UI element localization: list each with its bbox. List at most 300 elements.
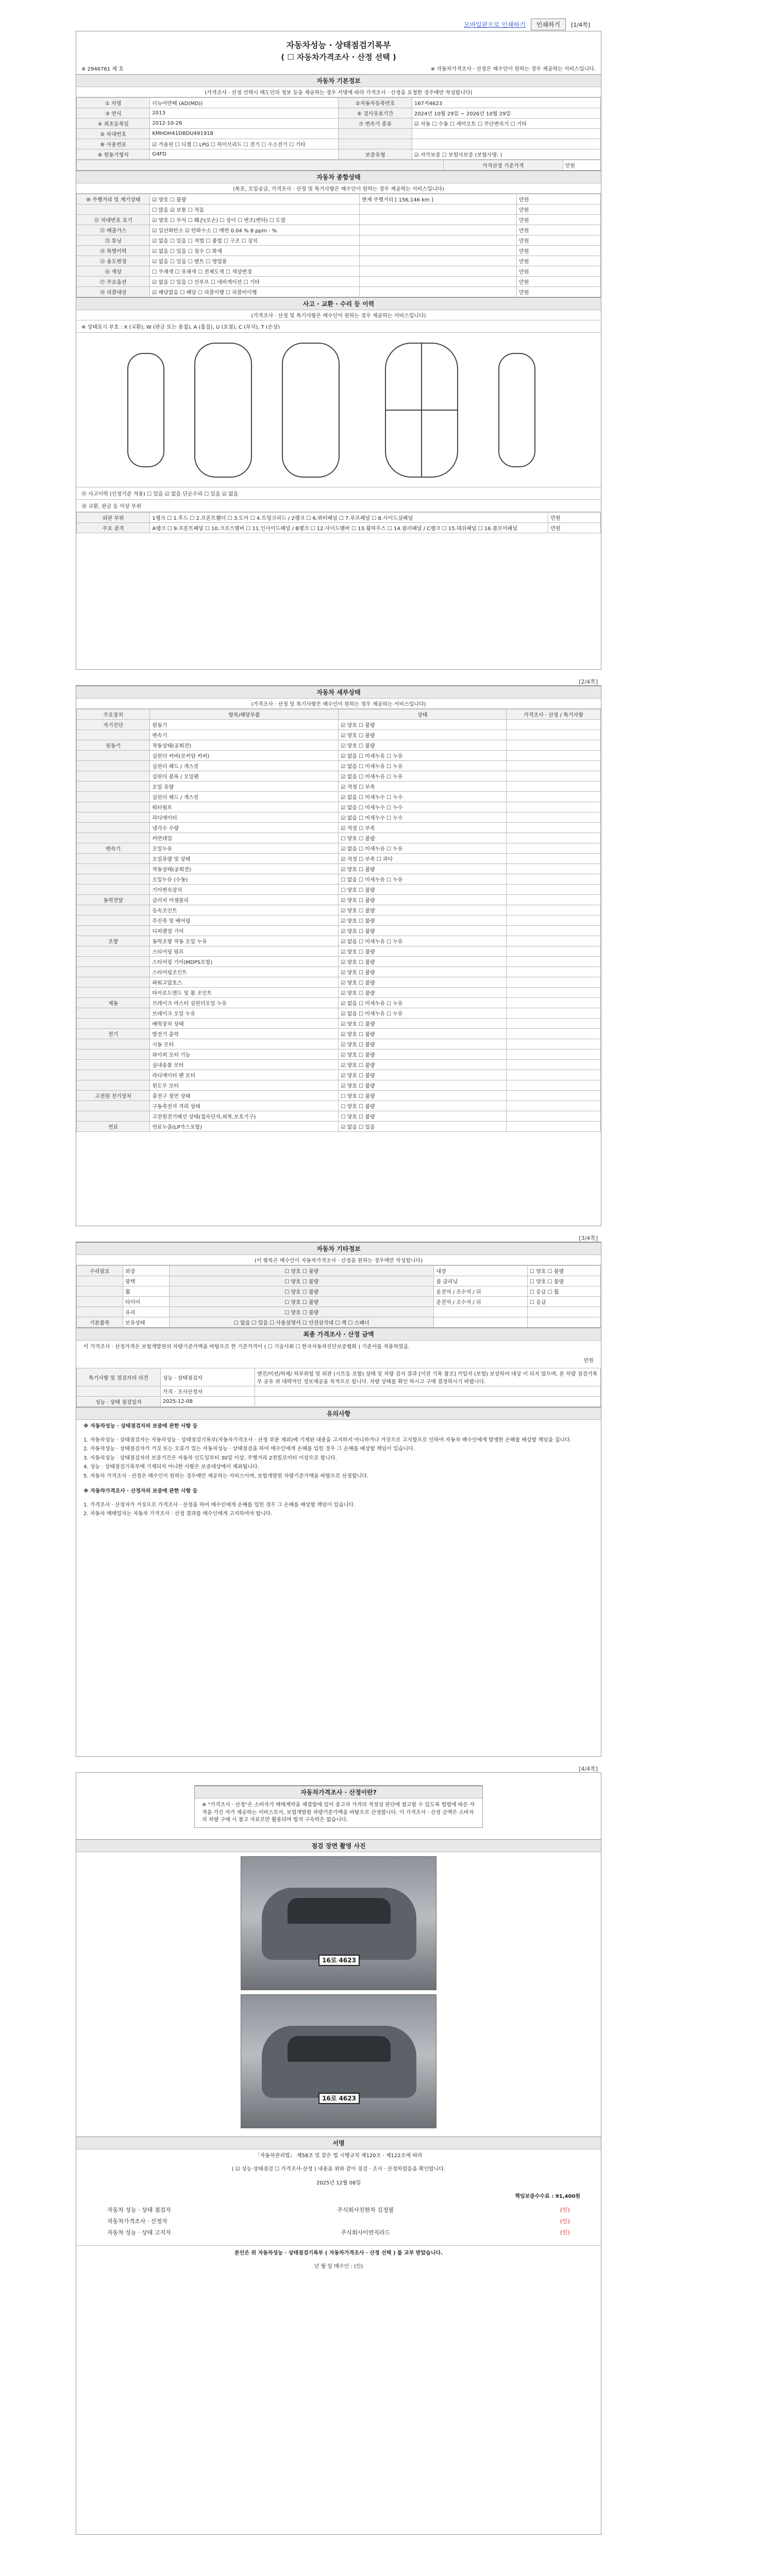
detail-device [77, 761, 150, 771]
etc-cell: ☐ 양호 ☐ 불량 [170, 1286, 434, 1297]
basic-info-label: ⑤ 차대번호 [77, 129, 150, 139]
detail-device [77, 812, 150, 823]
photo-section-title: 점검 장면 촬영 사진 [76, 1839, 601, 1852]
detail-status: ☑ 양호 ☐ 불량 [339, 1080, 506, 1091]
signer-row [76, 2227, 601, 2238]
detail-status: ☑ 양호 ☐ 불량 [339, 957, 506, 967]
remarks-label [77, 1386, 161, 1397]
detail-price [506, 1029, 600, 1039]
etc-cell: ☐ 응급 [528, 1297, 601, 1307]
state-item-status: ☑ 없음 ☐ 있음 ☐ 선루프 ☐ 네비게이션 ☐ 기타 [150, 277, 360, 287]
etc-cell: 휠 [123, 1286, 170, 1297]
state-item-detail [360, 287, 517, 297]
detail-price [506, 843, 600, 854]
sheet-page-2 [76, 679, 601, 1226]
basic-info-label: ③ 연식 [77, 108, 150, 118]
state-row [77, 277, 601, 287]
inspection-photo-front [241, 1856, 436, 1990]
detail-status: ☑ 양호 ☐ 불량 [339, 988, 506, 998]
etc-cell: 룸 클리닝 [434, 1276, 528, 1286]
document-meta-note: ※ 자동차가격조사 · 산정은 매수인이 원하는 경우 제공하는 서비스입니다. [430, 66, 596, 72]
price-info-box-title: 자동차가격조사 · 산정이란? [195, 1786, 482, 1799]
detail-part: 등속조인트 [150, 905, 339, 916]
remarks-role: 가격 · 조사산정자 [160, 1386, 255, 1397]
detail-price [506, 957, 600, 967]
detail-table [76, 709, 601, 1132]
basic-info-row [77, 108, 601, 118]
state-item-detail [360, 277, 517, 287]
detail-header-cell: 상태 [339, 709, 506, 720]
detail-price [506, 926, 600, 936]
detail-price [506, 885, 600, 895]
detail-device [77, 802, 150, 812]
detail-status: ☑ 양호 ☐ 불량 [339, 926, 506, 936]
detail-row [77, 751, 601, 761]
detail-part: 작동상태(공회전) [150, 740, 339, 751]
state-row [77, 235, 601, 246]
detail-status: ☐ 양호 ☐ 불량 [339, 1101, 506, 1111]
detail-part: 추진축 및 베어링 [150, 916, 339, 926]
signer-seal: (인) [560, 2217, 570, 2225]
detail-row [77, 802, 601, 812]
detail-part: 연료누출(LP가스포함) [150, 1122, 339, 1132]
basic-info-value-2: 167저4623 [412, 98, 600, 108]
price-basis-label: 가격산정 기준가격 [443, 160, 563, 171]
detail-row [77, 761, 601, 771]
detail-part: 발전기 출력 [150, 1029, 339, 1039]
remarks-role: 2025-12-08 [160, 1397, 255, 1407]
state-row [77, 256, 601, 266]
detail-price [506, 946, 600, 957]
state-item-price: 만원 [517, 266, 601, 277]
signer-row [76, 2204, 601, 2215]
section-accident-note: (가격조사 · 산정 및 특기사항은 매수인이 원하는 경우 제공하는 서비스입니다) [76, 310, 601, 320]
detail-price [506, 854, 600, 864]
state-row [77, 246, 601, 256]
detail-price [506, 833, 600, 843]
detail-part: 기어변속장치 [150, 885, 339, 895]
detail-price [506, 936, 600, 946]
detail-row [77, 1039, 601, 1049]
remarks-row [77, 1368, 601, 1386]
detail-row [77, 854, 601, 864]
etc-cell [77, 1307, 123, 1317]
state-item-price: 만원 [517, 215, 601, 225]
detail-row [77, 988, 601, 998]
detail-device [77, 1111, 150, 1122]
signer-seal: (인) [560, 2229, 570, 2236]
price-info-box-text: ※ "가격조사 · 산정"은 소비자가 매매계약을 체결함에 있어 중고차 가격의 적정성 판단에 참고할 수 있도록 법령에 따른 자격을 가진 자가 제공하는 서비스로서, 보험개발원 차량기준가액을 바탕으로 산정합니다. 이 가격조사 · 산정 금액은 소비자의 차량 구매 시 참고 자료로만 활용되며 법적 구속력은 없습니다. [202, 1802, 475, 1823]
detail-row [77, 720, 601, 730]
mobile-print-link[interactable]: 모바일판으로 인쇄하기 [464, 21, 526, 28]
detail-status: ☑ 양호 ☐ 불량 [339, 864, 506, 874]
signature-section-title: 서명 [76, 2137, 601, 2149]
etc-row [77, 1286, 601, 1297]
remarks-text [255, 1397, 600, 1407]
state-item-status: ☐ 많음 ☑ 보통 ☐ 적음 [150, 205, 360, 215]
detail-part: 작동상태(공회전) [150, 864, 339, 874]
state-row [77, 194, 601, 205]
notice-list [76, 1434, 601, 1485]
page-2-number: [2/4쪽] [579, 679, 598, 685]
etc-cell [77, 1276, 123, 1286]
detail-row [77, 1070, 601, 1080]
detail-device [77, 1070, 150, 1080]
etc-cell: 수리필요 [77, 1266, 123, 1276]
signer-role: 자동차 성능 · 상태 고지자 [107, 2229, 171, 2236]
basic-info-row [77, 129, 601, 139]
basic-info-value: G4FD [150, 149, 339, 160]
detail-header-cell: 가격조사 · 산정 / 특기사항 [506, 709, 600, 720]
detail-status: ☐ 양호 ☐ 불량 [339, 885, 506, 895]
frame-row-label: ⑳ 교환, 판금 등 이상 부위 [76, 500, 601, 512]
car-left-side [128, 353, 164, 467]
detail-row [77, 895, 601, 905]
detail-part: 실린더 블록 / 오일팬 [150, 771, 339, 782]
detail-status: ☑ 없음 ☐ 미세누유 ☐ 누유 [339, 761, 506, 771]
notice-title: 유의사항 [76, 1407, 601, 1420]
state-item-price: 만원 [517, 205, 601, 215]
detail-status: ☑ 양호 ☐ 불량 [339, 720, 506, 730]
detail-price [506, 874, 600, 885]
detail-device: 고전원 전기장치 [77, 1091, 150, 1101]
remarks-label: 성능 · 상태 점검일자 [77, 1397, 161, 1407]
detail-price [506, 1101, 600, 1111]
detail-row [77, 967, 601, 977]
basic-info-label-2: ②자동차등록번호 [339, 98, 412, 108]
detail-status: ☑ 양호 ☐ 불량 [339, 905, 506, 916]
etc-cell: 보유상태 [123, 1317, 170, 1328]
detail-price [506, 740, 600, 751]
frame-row [77, 513, 601, 523]
notice-list-2 [76, 1499, 601, 1523]
section-final-price-title: 최종 가격조사 · 산정 금액 [76, 1328, 601, 1341]
detail-device [77, 1008, 150, 1019]
footer-receipt-text: 본인은 위 자동차성능 · 상태점검기록부 ( 자동차가격조사 · 산정 선택 ) 를 교부 받았습니다. [76, 2245, 601, 2261]
etc-cell: 외장 [123, 1266, 170, 1276]
detail-part: 라디에이터 [150, 812, 339, 823]
top-toolbar [464, 19, 590, 30]
detail-row [77, 843, 601, 854]
detail-device: 동력전달 [77, 895, 150, 905]
footer-buyer-sign: 년 월 일 매수인 : (인) [314, 2264, 363, 2269]
etc-cell: 유리 [123, 1307, 170, 1317]
detail-price [506, 998, 600, 1008]
state-item-label: ⑩ 주행거리 및 계기상태 [77, 194, 150, 205]
frame-group-price: 만원 [548, 513, 601, 523]
detail-status: ☑ 없음 ☐ 미세누유 ☐ 누유 [339, 1008, 506, 1019]
frame-group-price: 만원 [548, 523, 601, 533]
detail-device: 자기진단 [77, 720, 150, 730]
state-item-label: ⑪ 차대번호 표기 [77, 215, 150, 225]
detail-price [506, 1080, 600, 1091]
section-detail-note: (가격조사 · 산정 및 특기사항은 매수인이 원하는 경우 제공하는 서비스입니다) [76, 699, 601, 709]
detail-price [506, 916, 600, 926]
page-3-number: [3/4쪽] [579, 1235, 598, 1242]
basic-info-label: ① 차명 [77, 98, 150, 108]
detail-row [77, 812, 601, 823]
detail-status: ☑ 없음 ☐ 미세누유 ☐ 누유 [339, 751, 506, 761]
detail-device [77, 1101, 150, 1111]
state-item-price: 만원 [517, 194, 601, 205]
detail-price [506, 1111, 600, 1122]
state-item-price: 만원 [517, 235, 601, 246]
detail-status: ☑ 없음 ☐ 미세누유 ☐ 누유 [339, 936, 506, 946]
remarks-text [255, 1386, 600, 1397]
etc-cell [434, 1317, 528, 1328]
etc-cell: ☐ 양호 ☐ 불량 [170, 1276, 434, 1286]
detail-part: 스티어링조인트 [150, 967, 339, 977]
diagram-legend: ※ 상태표시 부호 : X (교환), W (판금 또는 용접), A (흠집), U (요철), C (부식), T (손상) [76, 320, 601, 333]
price-basis-table [76, 160, 601, 171]
etc-cell: ☐ 양호 ☐ 불량 [170, 1307, 434, 1317]
remarks-role: 성능 · 상태점검자 [160, 1368, 255, 1386]
signature-confirm-text: ( ☑ 성능·상태점검 ☐ 가격조사·산정 ) 내용을 위와 같이 점검 · 조사 · 산정하였음을 확인합니다. [231, 2166, 446, 2172]
detail-status: ☐ 없음 ☐ 미세누유 ☐ 누유 [339, 874, 506, 885]
detail-device [77, 874, 150, 885]
state-row [77, 215, 601, 225]
state-item-label: ⑬ 튜닝 [77, 235, 150, 246]
notice-item: 4. 성능 · 상태점검기록부에 기재되지 아니한 사항은 보증대상에서 제외됩니다. [83, 1464, 259, 1470]
state-item-price: 만원 [517, 256, 601, 266]
remarks-text: 엔진/미션/하체/ 하부위험 및 외관 (시트등 포함) 상태 및 차량 검사 결과 [이전 기록 참조] 가입자 (보험) 보상하여 대상 이 되지 않으며, 본 차량 점검기록부 공유 위 대략적인 정보제공을 목적으로 합니다. 차량 상태를 확인 하시고 구매 결정하시기 바랍니다. [255, 1368, 600, 1386]
detail-price [506, 730, 600, 740]
detail-row [77, 926, 601, 936]
detail-status: ☑ 양호 ☐ 불량 [339, 740, 506, 751]
basic-info-label: ⑨ 원동기형식 [77, 149, 150, 160]
section-basic-info-title: 자동차 기본정보 [76, 74, 601, 87]
detail-status: ☑ 양호 ☐ 불량 [339, 977, 506, 988]
detail-status: ☑ 양호 ☐ 불량 [339, 916, 506, 926]
car-outline-svg [76, 333, 601, 487]
detail-device [77, 864, 150, 874]
etc-cell: 타이어 [123, 1297, 170, 1307]
state-item-label: ⑮ 용도변경 [77, 256, 150, 266]
page-4-number: [4/4쪽] [579, 1766, 598, 1772]
detail-part: 클러치 어셈블리 [150, 895, 339, 905]
frame-row [77, 523, 601, 533]
etc-cell [77, 1297, 123, 1307]
car-damage-diagram [76, 333, 601, 487]
detail-price [506, 1049, 600, 1060]
detail-part: 스티어링 펌프 [150, 946, 339, 957]
state-item-status: ☑ 해당없음 ☐ 해당 ☐ 리콜이행 ☐ 리콜미이행 [150, 287, 360, 297]
basic-info-label-2 [339, 129, 412, 139]
detail-status: ☑ 양호 ☐ 불량 [339, 1029, 506, 1039]
detail-row [77, 782, 601, 792]
print-button[interactable]: 인쇄하기 [531, 19, 566, 30]
etc-cell: ☐ 양호 ☐ 불량 [170, 1266, 434, 1276]
detail-row [77, 792, 601, 802]
etc-cell: ☐ 양호 ☐ 불량 [528, 1266, 601, 1276]
detail-row [77, 823, 601, 833]
detail-row [77, 730, 601, 740]
detail-row [77, 771, 601, 782]
detail-price [506, 977, 600, 988]
state-item-status: ☑ 없음 ☐ 있음 ☐ 렌트 ☐ 영업용 [150, 256, 360, 266]
detail-status: ☑ 없음 ☐ 있음 [339, 1122, 506, 1132]
detail-part: 실린더 커버(로커암 커버) [150, 751, 339, 761]
basic-info-label: ⑧ 사용연료 [77, 139, 150, 149]
sheet-page-1 [76, 31, 601, 670]
detail-device [77, 1060, 150, 1070]
detail-status: ☑ 없음 ☐ 미세누유 ☐ 누유 [339, 998, 506, 1008]
detail-device [77, 885, 150, 895]
detail-status: ☑ 양호 ☐ 불량 [339, 1070, 506, 1080]
state-item-label: ⑫ 배출가스 [77, 225, 150, 235]
detail-status: ☑ 없음 ☐ 미세누유 ☐ 누유 [339, 843, 506, 854]
detail-part: 실린더 헤드 / 개스킷 [150, 761, 339, 771]
basic-info-value: 더뉴아반떼 (AD(MD)) [150, 98, 339, 108]
detail-price [506, 751, 600, 761]
detail-status: ☑ 양호 ☐ 불량 [339, 1060, 506, 1070]
etc-cell: ☐ 없음 ☐ 있음 ☐ 사용설명서 ☐ 안전삼각대 ☐ 잭 ☐ 스패너 [170, 1317, 434, 1328]
state-item-status: ☑ 양호 ☐ 부식 ☐ 훼손(오손) ☐ 상이 ☐ 변조(변타) ☐ 도말 [150, 215, 360, 225]
section-overall-state-title: 자동차 종합상태 [76, 171, 601, 183]
detail-row [77, 1122, 601, 1132]
detail-device [77, 730, 150, 740]
detail-row [77, 1019, 601, 1029]
document-subtitle: ( ☐ 자동차가격조사 · 산정 선택 ) [281, 53, 396, 62]
notice-item: 5. 자동차 가격조사 · 산정은 매수인이 원하는 경우에만 제공하는 서비스이며, 보험개발원 차량기준가액을 바탕으로 산정합니다. [83, 1473, 369, 1479]
frame-table [76, 512, 601, 533]
detail-row [77, 946, 601, 957]
car-right-side [499, 353, 535, 467]
detail-part: 윈도우 모터 [150, 1080, 339, 1091]
state-item-label: ⑰ 주요옵션 [77, 277, 150, 287]
section-accident-title: 사고 · 교환 · 수리 등 이력 [76, 297, 601, 310]
detail-part: 구동축전지 격리 상태 [150, 1101, 339, 1111]
signature-date: 2025년 12월 08일 [316, 2180, 361, 2186]
basic-info-value: KMHDH41DBDU491918 [150, 129, 339, 139]
signer-seal: (인) [560, 2206, 570, 2213]
detail-device [77, 854, 150, 864]
detail-part: 오일유량 및 상태 [150, 854, 339, 864]
etc-cell: ☐ 응급 ☐ 휠 [528, 1286, 601, 1297]
remarks-label: 특기사항 및 점검자의 의견 [77, 1368, 161, 1386]
signer-list [76, 2204, 601, 2238]
basic-info-value-2 [412, 129, 600, 139]
detail-device [77, 833, 150, 843]
detail-part: 충전구 절연 상태 [150, 1091, 339, 1101]
state-item-label: ⑱ 리콜대상 [77, 287, 150, 297]
etc-cell [77, 1286, 123, 1297]
detail-part: 오일누유 [150, 843, 339, 854]
detail-part: 실린더 헤드 / 개스킷 [150, 792, 339, 802]
signer-role: 자동차 성능 · 상태 점검자 [107, 2206, 171, 2213]
final-price-unit: 만원 [583, 1358, 594, 1364]
state-item-label: ⑭ 특별이력 [77, 246, 150, 256]
etc-cell [528, 1307, 601, 1317]
state-row [77, 266, 601, 277]
state-item-price: 만원 [517, 225, 601, 235]
detail-status: ☑ 적정 ☐ 부족 [339, 823, 506, 833]
signer-row [76, 2215, 601, 2227]
basic-info-row [77, 98, 601, 108]
detail-device [77, 916, 150, 926]
state-item-detail [360, 215, 517, 225]
detail-price [506, 1019, 600, 1029]
detail-device [77, 988, 150, 998]
detail-status: ☑ 양호 ☐ 불량 [339, 1049, 506, 1060]
detail-row [77, 905, 601, 916]
etc-row [77, 1266, 601, 1276]
detail-header-cell: 주요장치 [77, 709, 150, 720]
detail-device [77, 792, 150, 802]
detail-row [77, 916, 601, 926]
state-item-status: ☑ 양호 ☐ 불량 [150, 194, 360, 205]
notice-item: 1. 자동차성능 · 상태점검자는 자동차성능 · 상태점검기록부(자동차가격조사 · 산정 부분 제외)에 기재된 내용을 고지하지 아니하거나 거짓으로 고지함으로 인하여 자동차 매수인에게 발생한 손해를 배상할 책임을 집니다. [83, 1437, 572, 1443]
frame-group-label: 외판 부위 [77, 513, 150, 523]
detail-device [77, 823, 150, 833]
basic-info-value-2 [412, 139, 600, 149]
etc-row [77, 1276, 601, 1286]
basic-info-value-2: 2024년 10월 29일 ~ 2026년 10월 29일 [412, 108, 600, 118]
signer-name: 주식회사진한차 김정필 [337, 2206, 394, 2213]
detail-part: 냉각수 수량 [150, 823, 339, 833]
basic-info-row [77, 118, 601, 129]
detail-price [506, 792, 600, 802]
state-item-detail: 현재 주행거리 [ 156,146 km ] [360, 194, 517, 205]
basic-info-value: 2012-10-26 [150, 118, 339, 129]
basic-info-label-2: 보증유형 [339, 149, 412, 160]
detail-part: 라디에이터 팬 모터 [150, 1070, 339, 1080]
detail-device [77, 977, 150, 988]
detail-part: 시동 모터 [150, 1039, 339, 1049]
state-item-detail [360, 246, 517, 256]
detail-part: 커먼레일 [150, 833, 339, 843]
notice-item: 1. 가격조사 · 산정자가 거짓으로 가격조사 · 산정을 하여 매수인에게 손해를 입힌 경우 그 손해를 배상할 책임이 있습니다. [83, 1502, 356, 1508]
state-item-status: ☐ 무채색 ☐ 유채색 ☐ 전체도색 ☐ 색상변경 [150, 266, 360, 277]
car-rear-window-shape [288, 2036, 391, 2062]
detail-status: ☑ 적정 ☐ 부족 [339, 782, 506, 792]
basic-info-value: ☑ 가솔린 ☐ 디젤 ☐ LPG ☐ 하이브리드 ☐ 전기 ☐ 수소전기 ☐ 기타 [150, 139, 339, 149]
license-plate-rear: 16로 4623 [318, 2093, 360, 2104]
frame-group-label: 주요 골격 [77, 523, 150, 533]
license-plate-front: 16로 4623 [318, 1955, 360, 1966]
state-item-status: ☑ 일산화탄소 ☑ 탄화수소 ☐ 매연 0.04 % 8 ppm - % [150, 225, 360, 235]
detail-price [506, 1091, 600, 1101]
state-item-price: 만원 [517, 277, 601, 287]
detail-part: 브레이크 오일 누유 [150, 1008, 339, 1019]
notice-item: 2. 자동차성능 · 상태점검자가 거짓 또는 오류가 있는 자동차성능 · 상태점검을 하여 매수인에게 손해를 입힌 경우 그 손해를 배상할 책임이 있습니다. [83, 1446, 415, 1452]
car-windshield-shape [288, 1898, 391, 1924]
detail-row [77, 977, 601, 988]
page-indicator: [1/4쪽] [571, 21, 591, 28]
state-item-label: ⑯ 색상 [77, 266, 150, 277]
state-row [77, 205, 601, 215]
remarks-row [77, 1397, 601, 1407]
detail-status: ☑ 양호 ☐ 불량 [339, 730, 506, 740]
detail-row [77, 885, 601, 895]
basic-info-value: 2013 [150, 108, 339, 118]
detail-price [506, 823, 600, 833]
section-etc-title: 자동차 기타정보 [76, 1242, 601, 1255]
detail-status: ☑ 양호 ☐ 불량 [339, 967, 506, 977]
detail-status: ☑ 양호 ☐ 불량 [339, 1019, 506, 1029]
basic-info-value-2: ☑ 자가보증 ☐ 보험사보증 (보험사명: ) [412, 149, 600, 160]
notice-subtitle: ※ 자동차성능 · 상태점검자의 보증에 관한 사항 등 [83, 1423, 198, 1429]
state-item-label [77, 205, 150, 215]
etc-row [77, 1297, 601, 1307]
etc-table [76, 1265, 601, 1328]
final-price-note: 이 가격조사 · 산정가격은 보험개발원의 차량기준가액을 바탕으로 한 기준가격이 ( ☐ 기술사회 ☐ 한국자동차진단보증협회 ) 기준서를 적용하였음. [83, 1344, 410, 1350]
price-info-box [194, 1785, 483, 1828]
etc-cell: 내장 [434, 1266, 528, 1276]
warranty-fee: 책임보증수수료 : 91,400원 [515, 2194, 580, 2199]
detail-device [77, 946, 150, 957]
basic-info-table [76, 97, 601, 160]
